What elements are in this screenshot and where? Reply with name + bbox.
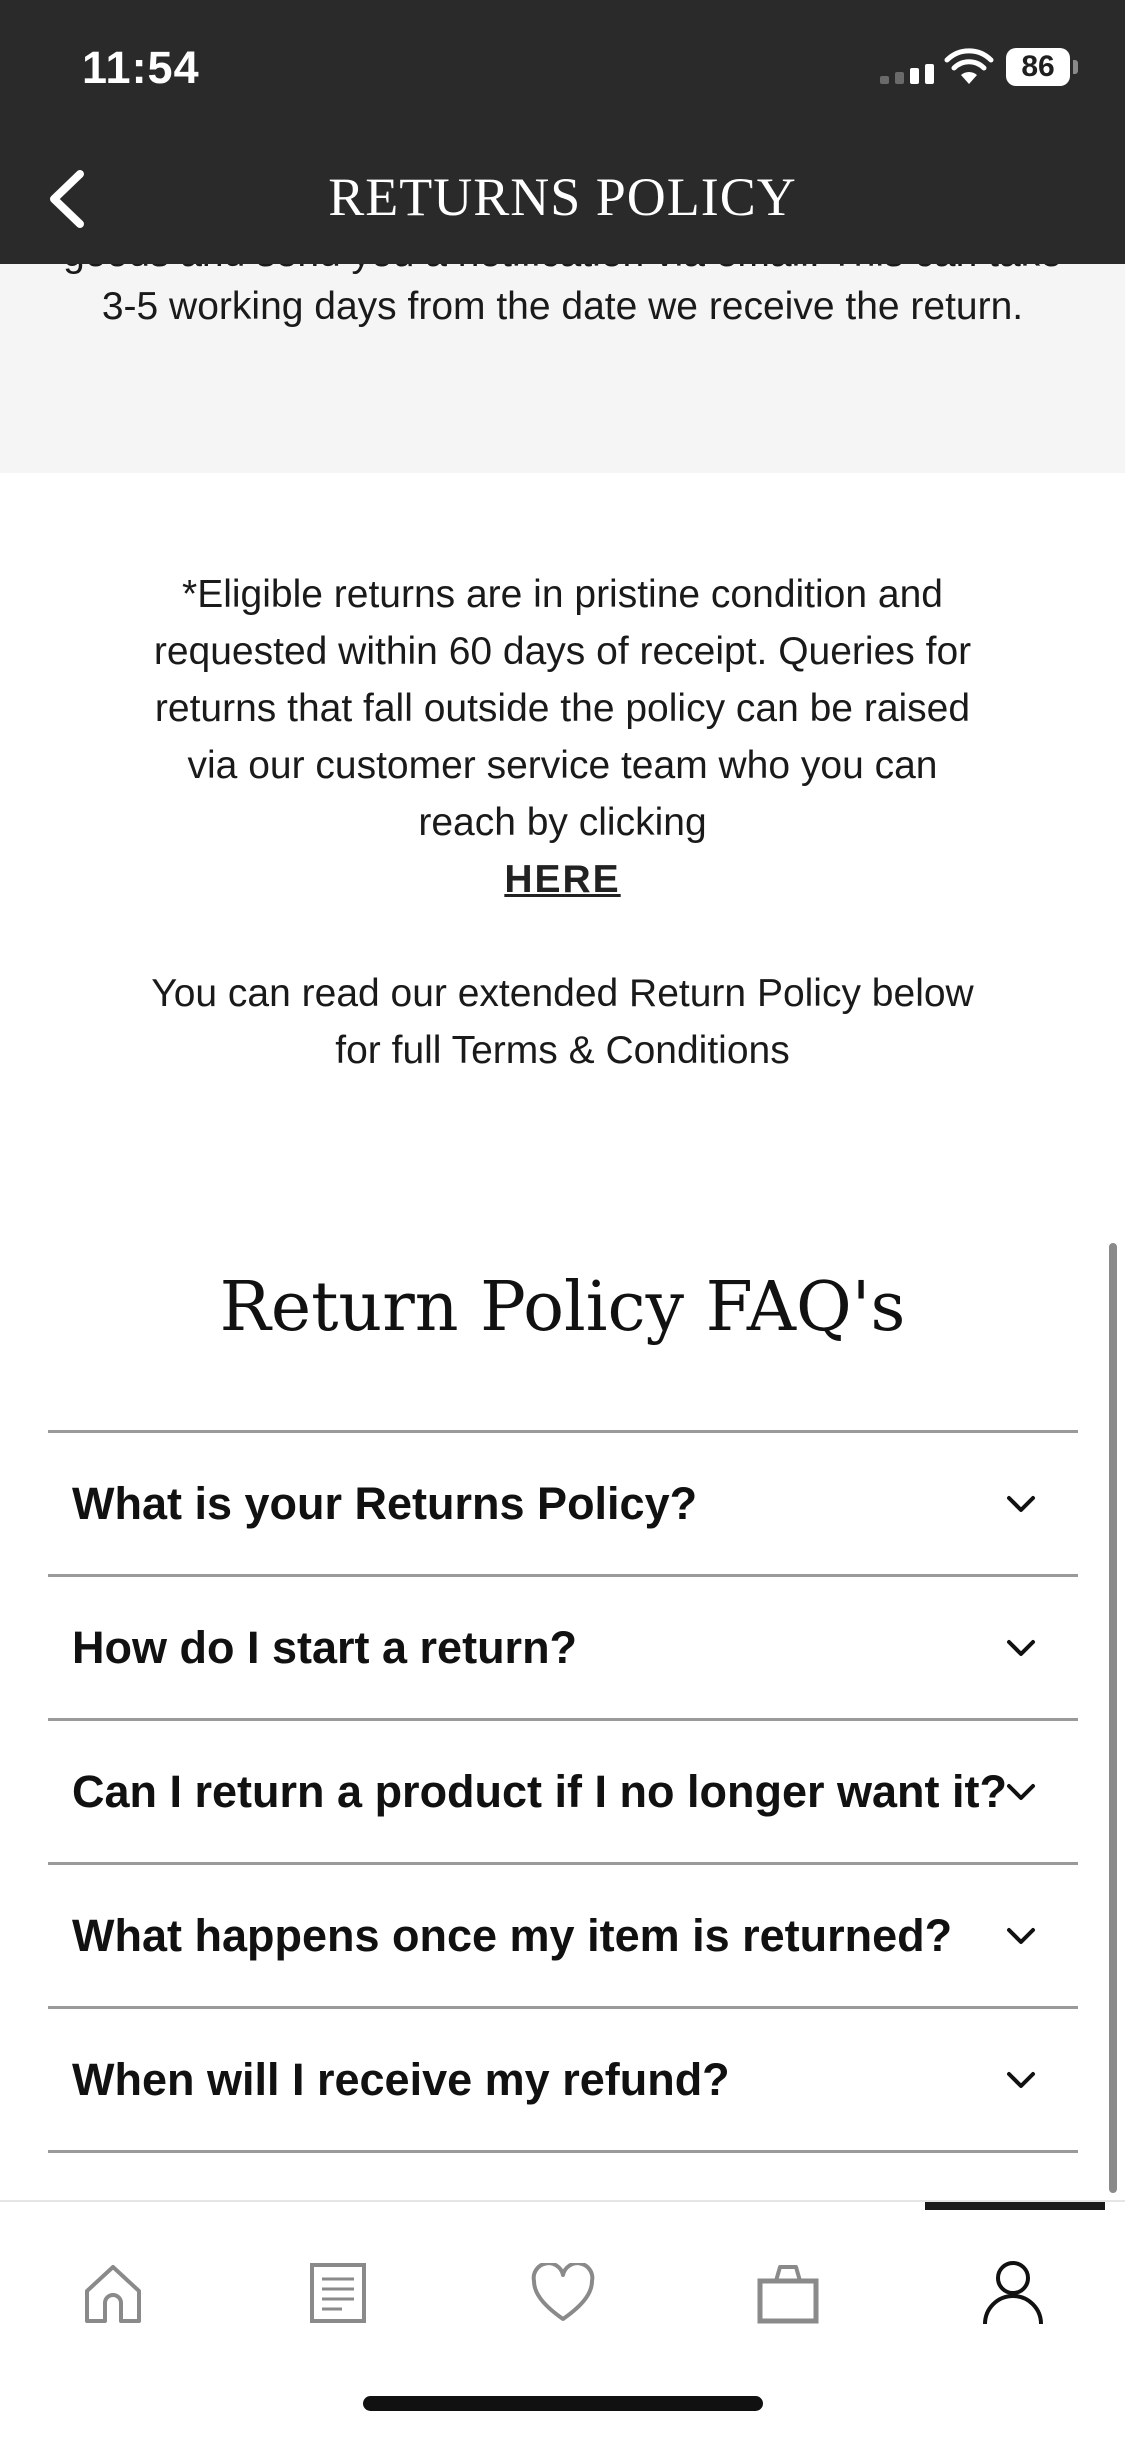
- tab-catalog[interactable]: [278, 2248, 398, 2338]
- here-link[interactable]: HERE: [504, 858, 621, 901]
- tab-bag[interactable]: [728, 2248, 848, 2338]
- returns-info-text: 3-5 working days from the date we receive the return.: [101, 285, 1024, 328]
- page-title: RETURNS POLICY: [328, 167, 797, 227]
- faq-question: How do I start a return?: [72, 1621, 578, 1673]
- faq-question: Can I return a product if I no longer want it?: [72, 1765, 1008, 1817]
- eligibility-text: *Eligible returns are in pristine condition and requested within 60 days of receipt. Queries for returns that fall outside the policy can be raised via our customer service team who you can reach by clicking: [153, 573, 972, 844]
- faq-item-refund-timing[interactable]: [48, 2009, 1078, 2153]
- cellular-signal-icon: [880, 60, 936, 84]
- chevron-down-icon: [1004, 2063, 1038, 2097]
- wifi-icon: [944, 48, 994, 86]
- faq-item-returns-policy[interactable]: [48, 1433, 1078, 1577]
- battery-level: 86: [1006, 48, 1070, 86]
- bag-icon: [756, 2261, 820, 2325]
- faq-heading: Return Policy FAQ's: [219, 1268, 906, 1347]
- scrollbar[interactable]: [1109, 1243, 1117, 2193]
- faq-question: What is your Returns Policy?: [72, 1477, 698, 1529]
- chevron-down-icon: [1004, 1631, 1038, 1665]
- home-indicator: [363, 2396, 763, 2411]
- chevron-down-icon: [1004, 1775, 1038, 1809]
- extended-policy-note: You can read our extended Return Policy below for full Terms & Conditions: [151, 972, 974, 1072]
- eligibility-note: [150, 566, 975, 908]
- faq-item-after-returned[interactable]: [48, 1865, 1078, 2009]
- tab-account[interactable]: [953, 2248, 1073, 2338]
- battery-tip: [1073, 60, 1078, 74]
- battery-icon: [1006, 48, 1080, 86]
- nav-bar: [0, 140, 1125, 264]
- heart-icon: [530, 2263, 596, 2323]
- faq-list: [48, 1430, 1078, 2153]
- chevron-down-icon: [1004, 1487, 1038, 1521]
- account-icon: [981, 2258, 1045, 2328]
- faq-question: When will I receive my refund?: [72, 2053, 730, 2105]
- status-bar: [0, 0, 1125, 140]
- active-tab-indicator: [925, 2202, 1105, 2210]
- faq-item-start-return[interactable]: [48, 1577, 1078, 1721]
- chevron-down-icon: [1004, 1919, 1038, 1953]
- faq-item-no-longer-want[interactable]: [48, 1721, 1078, 1865]
- faq-question: What happens once my item is returned?: [72, 1909, 953, 1961]
- tab-home[interactable]: [53, 2248, 173, 2338]
- status-time: 11:54: [82, 42, 200, 93]
- catalog-icon: [308, 2261, 368, 2325]
- tab-wishlist[interactable]: [503, 2248, 623, 2338]
- home-icon: [81, 2261, 145, 2325]
